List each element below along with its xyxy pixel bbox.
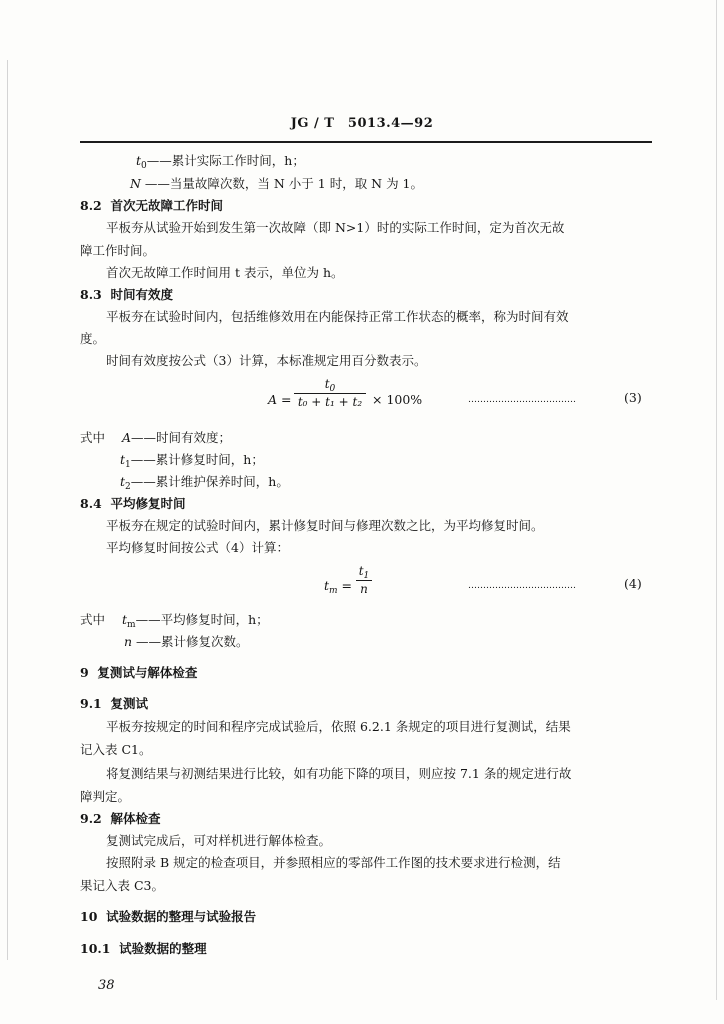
- paragraph-line: 平均修复时间按公式（4）计算：: [106, 540, 289, 555]
- paragraph-line: 障工作时间。: [80, 243, 156, 258]
- paragraph-line: 度。: [80, 331, 106, 346]
- paragraph-line: 将复测结果与初测结果进行比较，如有功能下降的项目，则应按 7.1 条的规定进行故: [106, 766, 572, 781]
- section-number: 9.2: [80, 811, 102, 826]
- section-heading-8-4: [80, 496, 185, 512]
- scan-right-margin-mark: [716, 0, 717, 1000]
- section-heading-10: [80, 909, 256, 925]
- section-number: 8.3: [80, 287, 102, 302]
- section-number: 9.1: [80, 696, 102, 711]
- section-number: 8.2: [80, 198, 102, 213]
- formula-4-lhs: $t_m$ =: [324, 578, 353, 596]
- formula-4-numerator: $t_1$: [358, 564, 370, 581]
- where-item-tm: $t_m——$平均修复时间，h；: [122, 612, 269, 630]
- formula-3-numerator: $t_0$: [324, 377, 336, 394]
- formula-3-lhs: A =: [268, 392, 292, 407]
- section-heading-8-2: [80, 198, 223, 214]
- where-item-A: A——时间有效度；: [122, 430, 232, 445]
- where-lead: 式中: [80, 430, 106, 445]
- def-text: ——累计实际工作时间，h；: [146, 153, 305, 168]
- def-subscript: 0: [141, 161, 147, 171]
- section-title: 平均修复时间: [110, 496, 186, 511]
- def-N: [130, 176, 423, 192]
- formula-4-denominator: n: [360, 582, 368, 596]
- section-number: 10.1: [80, 941, 111, 956]
- formula-3-rhs: × 100%: [372, 392, 423, 407]
- section-number: 8.4: [80, 496, 102, 511]
- formula-3-denominator: t₀ + t₁ + t₂: [297, 395, 363, 409]
- paragraph-line: 果记入表 C3。: [80, 878, 164, 893]
- header-rule: [80, 141, 652, 143]
- paragraph-line: 记入表 C1。: [80, 742, 152, 757]
- paragraph-line: 按照附录 B 规定的检查项目，并参照相应的零部件工作图的技术要求进行检测，结: [106, 855, 561, 870]
- dot-leader: ………………………………: [468, 395, 576, 405]
- paragraph-line: 首次无故障工作时间用 t 表示，单位为 h。: [106, 265, 344, 280]
- def-symbol: N: [130, 176, 141, 191]
- section-heading-9-1: [80, 696, 148, 712]
- paragraph-line: 障判定。: [80, 789, 131, 804]
- paragraph-line: 平板夯从试验开始到发生第一次故障（即 N>1）时的实际工作时间，定为首次无故: [106, 220, 565, 235]
- section-heading-8-3: [80, 287, 173, 303]
- def-t0: [136, 153, 305, 169]
- paragraph-line: 时间有效度按公式（3）计算，本标准规定用百分数表示。: [106, 353, 427, 368]
- section-heading-9: [80, 665, 197, 681]
- where-item-t2: $t_2——$累计维护保养时间，h。: [120, 474, 289, 492]
- formula-4-label: (4): [624, 576, 642, 591]
- page-number: 38: [98, 978, 115, 993]
- scan-left-margin-mark: [7, 60, 8, 960]
- where-lead: 式中: [80, 612, 106, 627]
- paragraph-line: 复测试完成后，可对样机进行解体检查。: [106, 833, 332, 848]
- section-title: 时间有效度: [110, 287, 173, 302]
- where-item-n: n ——累计修复次数。: [124, 634, 249, 649]
- paragraph-line: 平板夯按规定的时间和程序完成试验后，依照 6.2.1 条规定的项目进行复测试，结果: [106, 719, 571, 734]
- page-header: JG / T 5013.4—92: [290, 116, 434, 131]
- formula-3-fraction: [294, 377, 366, 410]
- where-item-t1: $t_1——$累计修复时间，h；: [120, 452, 264, 470]
- section-heading-10-1: [80, 941, 207, 957]
- section-title: 复测试: [110, 696, 148, 711]
- section-title: 首次无故障工作时间: [110, 198, 223, 213]
- section-title: 复测试与解体检查: [97, 665, 198, 680]
- section-title: 试验数据的整理与试验报告: [106, 909, 257, 924]
- section-title: 解体检查: [110, 811, 161, 826]
- def-text: ——当量故障次数，当 N 小于 1 时，取 N 为 1。: [140, 176, 424, 191]
- paragraph-line: 平板夯在规定的试验时间内，累计修复时间与修理次数之比，为平均修复时间。: [106, 518, 544, 533]
- section-title: 试验数据的整理: [119, 941, 207, 956]
- dot-leader: ………………………………: [468, 581, 576, 591]
- paragraph-line: 平板夯在试验时间内，包括维修效用在内能保持正常工作状态的概率，称为时间有效: [106, 309, 569, 324]
- formula-4-fraction: [356, 564, 372, 597]
- section-number: 9: [80, 665, 89, 680]
- section-heading-9-2: [80, 811, 160, 827]
- formula-3-label: (3): [624, 390, 642, 405]
- def-symbol: t: [136, 153, 142, 168]
- section-number: 10: [80, 909, 98, 924]
